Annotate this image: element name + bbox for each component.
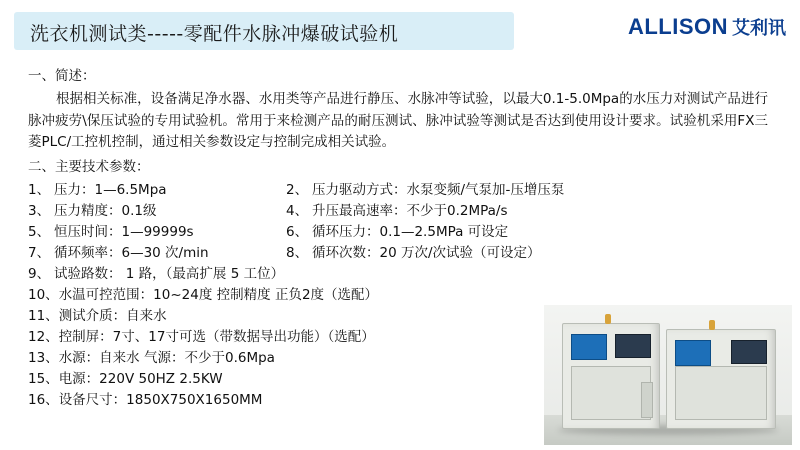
spec-number: 15、 bbox=[28, 370, 59, 387]
spec-cell bbox=[28, 201, 286, 222]
spec-label: 循环压力：0.1—2.5MPa 可设定 bbox=[312, 223, 509, 240]
spec-cell bbox=[28, 243, 286, 264]
signal-lamp-icon bbox=[709, 320, 715, 330]
spec-row bbox=[28, 264, 780, 285]
spec-label: 设备尺寸：1850X750X1650MM bbox=[58, 391, 263, 408]
spec-number: 1、 bbox=[28, 181, 51, 198]
spec-number: 4、 bbox=[286, 202, 309, 219]
spec-label: 压力精度：0.1级 bbox=[54, 202, 157, 219]
spec-number: 9、 bbox=[28, 265, 51, 282]
logo-text-en: ALLISON bbox=[627, 14, 728, 39]
spec-label: 压力：1—6.5Mpa bbox=[54, 181, 167, 198]
spec-number: 12、 bbox=[28, 328, 59, 345]
spec-row bbox=[28, 180, 780, 201]
spec-number: 10、 bbox=[28, 286, 59, 303]
section-heading-specs: 二、主要技术参数： bbox=[28, 158, 150, 175]
spec-number: 6、 bbox=[286, 223, 309, 240]
spec-label: 恒压时间：1—99999s bbox=[54, 223, 194, 240]
machine-unit-left bbox=[562, 323, 660, 429]
spec-cell bbox=[286, 180, 564, 201]
test-chamber-door bbox=[571, 366, 651, 420]
slide-header bbox=[0, 0, 800, 62]
control-panel bbox=[675, 340, 711, 366]
spec-number: 5、 bbox=[28, 223, 51, 240]
signal-lamp-icon bbox=[605, 314, 611, 324]
spec-cell bbox=[286, 243, 541, 264]
spec-row bbox=[28, 243, 780, 264]
spec-label: 水温可控范围：10~24度 控制精度 正负2度（选配） bbox=[58, 286, 379, 303]
spec-label: 测试介质：自来水 bbox=[58, 307, 167, 324]
display-screen bbox=[731, 340, 767, 364]
spec-row bbox=[28, 201, 780, 222]
logo-text-cn: 艾利讯 bbox=[732, 18, 786, 39]
spec-cell bbox=[28, 180, 286, 201]
test-chamber-door bbox=[675, 366, 767, 420]
spec-cell bbox=[28, 222, 286, 243]
spec-label: 控制屏：7寸、17寸可选（带数据导出功能）（选配） bbox=[58, 328, 375, 345]
spec-cell bbox=[286, 222, 508, 243]
spec-label: 循环次数：20 万次/次试验（可设定） bbox=[312, 244, 541, 261]
spec-label: 压力驱动方式：水泵变频/气泵加-压增压泵 bbox=[312, 181, 565, 198]
machine-unit-right bbox=[666, 329, 776, 429]
spec-number: 3、 bbox=[28, 202, 51, 219]
spec-number: 13、 bbox=[28, 349, 59, 366]
spec-number: 2、 bbox=[286, 181, 309, 198]
spec-number: 11、 bbox=[28, 307, 59, 324]
spec-label: 循环频率：6—30 次/min bbox=[54, 244, 209, 261]
display-screen bbox=[615, 334, 651, 358]
control-panel bbox=[571, 334, 607, 360]
spec-number: 7、 bbox=[28, 244, 51, 261]
machine-photo bbox=[544, 305, 792, 445]
overview-paragraph: 根据相关标准，设备满足净水器、水用类等产品进行静压、水脉冲等试验，以最大0.1-5.0Mpa的水压力对测试产品进行脉冲疲劳\保压试验的专用试验机。常用于来检测产品的耐压测试、脉冲试验等测试是否达到使用设计要求。试验机采用FX三菱PLC/工控机控制，通过相关参数设定与控制完成相关试验。 bbox=[28, 91, 768, 150]
spec-label: 试验路数： 1 路，（最高扩展 5 工位） bbox=[54, 265, 285, 282]
door-hinge bbox=[641, 382, 653, 418]
spec-cell bbox=[286, 201, 508, 222]
spec-number: 8、 bbox=[286, 244, 309, 261]
section-heading-overview: 一、简述： bbox=[28, 68, 96, 84]
spec-row bbox=[28, 222, 780, 243]
spec-label: 升压最高速率：不少于0.2MPa/s bbox=[312, 202, 508, 219]
page-title: 洗衣机测试类-----零配件水脉冲爆破试验机 bbox=[30, 23, 399, 45]
brand-logo bbox=[628, 14, 786, 40]
spec-label: 水源：自来水 气源：不少于0.6Mpa bbox=[58, 349, 275, 366]
spec-label: 电源：220V 50HZ 2.5KW bbox=[58, 370, 223, 387]
spec-number: 16、 bbox=[28, 391, 59, 408]
spec-row bbox=[28, 285, 780, 306]
